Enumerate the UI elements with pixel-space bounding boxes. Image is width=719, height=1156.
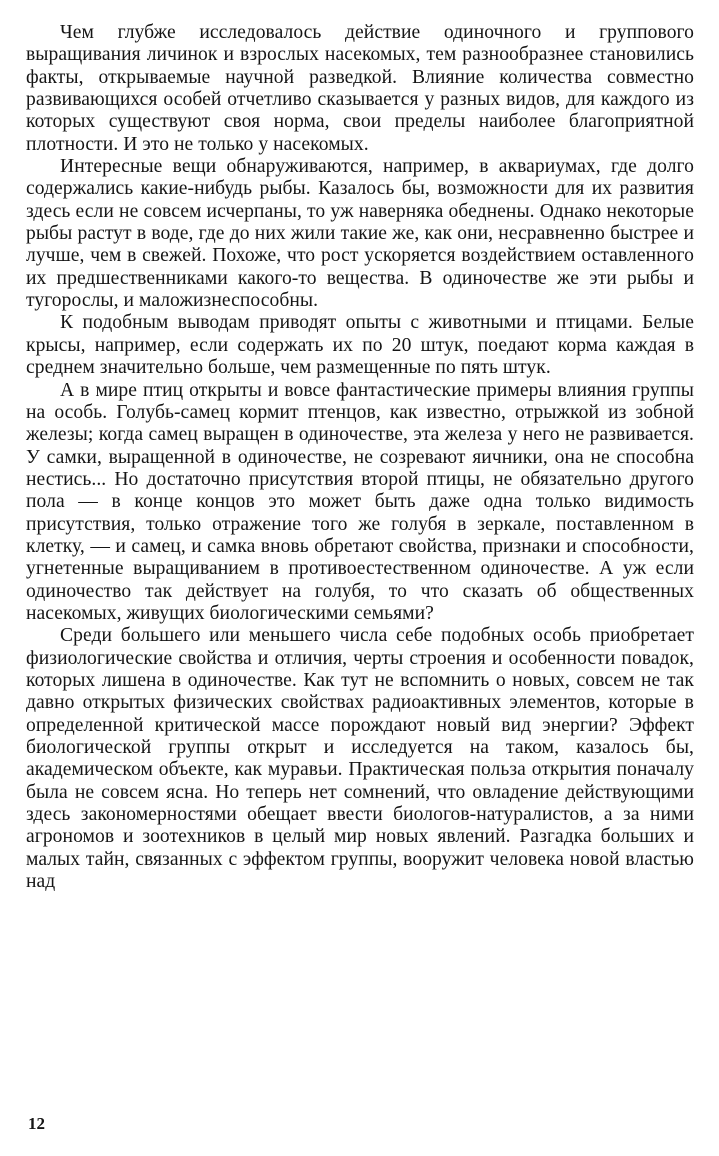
page-number: 12 [28,1114,45,1133]
page-body [26,22,694,893]
paragraph-3: К подобным выводам приводят опыты с животными и птицами. Белые крысы, например, если содержать их по 20 штук, поедают корма каждая в среднем значительно больше, чем размещенные по пять штук. [26,312,694,379]
paragraph-1: Чем глубже исследовалось действие одиночного и группового выращивания личинок и взрослых насекомых, тем разнообразнее становились факты, открываемые научной разведкой. Влияние количества совместно развивающихся особей отчетливо сказывается у разных видов, для каждого из которых существуют своя норма, свои пределы наиболее благоприятной плотности. И это не только у насекомых. [26,22,694,155]
paragraph-4: А в мире птиц открыты и вовсе фантастические примеры влияния группы на особь. Голубь-самец кормит птенцов, как известно, отрыжкой из зобной железы; когда самец выращен в одиночестве, эта железа у него не развивается. У самки, выращенной в одиночестве, не созревают яичники, она не способна нестись... Но достаточно присутствия второй птицы, не обязательно другого пола — в конце концов это может быть даже одна только видимость присутствия, только отражение того же голубя в зеркале, поставленном в клетку, — и самец, и самка вновь обретают свойства, признаки и способности, угнетенные выращиванием в противоестественном одиночестве. А уж если одиночество так действует на голубя, то что сказать об общественных насекомых, живущих биологическими семьями? [26,379,694,624]
paragraph-5: Среди большего или меньшего числа себе подобных особь приобретает физиологические свойства и отличия, черты строения и особенности повадок, которых лишена в одиночестве. Как тут не вспомнить о новых, совсем не так давно открытых физических свойствах радиоактивных элементов, которые в определенной критической массе порождают новый вид энергии? Эффект биологической группы открыт и исследуется на таком, казалось бы, академическом объекте, как муравьи. Практическая польза открытия поначалу была не совсем ясна. Но теперь нет сомнений, что овладение действующими здесь закономерностями обещает ввести биологов-натуралистов, а за ними агрономов и зоотехников в целый мир новых явлений. Разгадка больших и малых тайн, связанных с эффектом группы, вооружит человека новой властью над [26,625,694,893]
paragraph-2: Интересные вещи обнаруживаются, например, в аквариумах, где долго содержались какие-нибудь рыбы. Казалось бы, возможности для их развития здесь если не совсем исчерпаны, то уж наверняка обеднены. Однако некоторые рыбы растут в воде, где до них жили такие же, как они, несравненно быстрее и лучше, чем в свежей. Похоже, что рост ускоряется воздействием оставленного их предшественниками какого-то вещества. В одиночестве же эти рыбы и тугорослы, и маложизнеспособны. [26,156,694,312]
